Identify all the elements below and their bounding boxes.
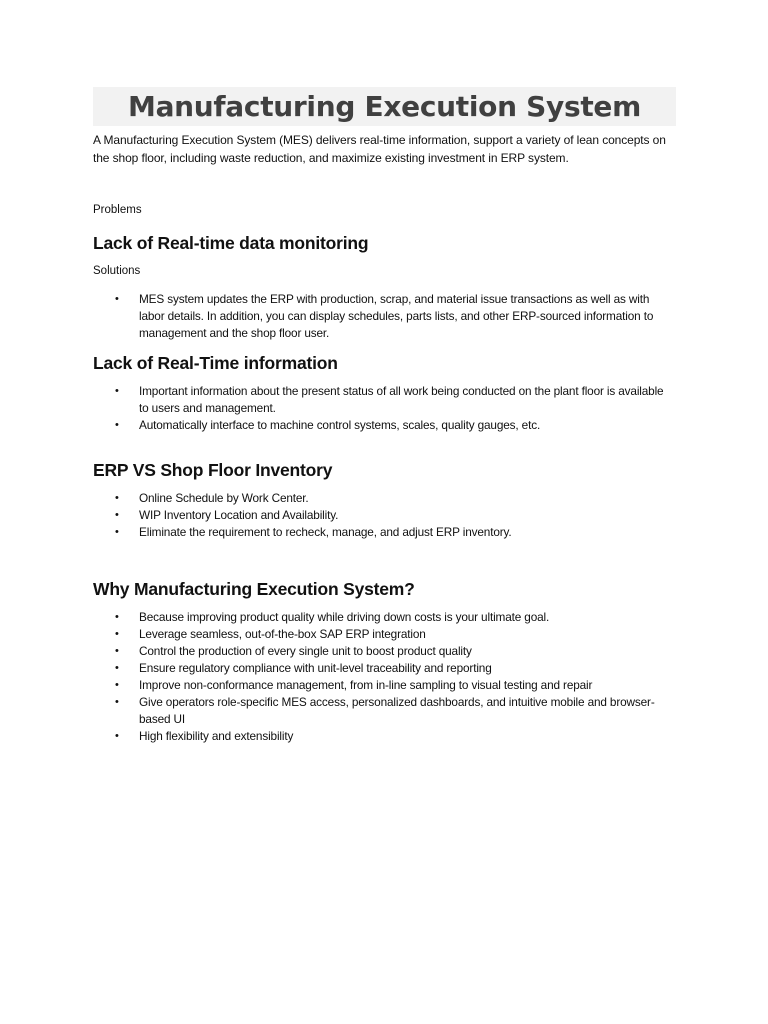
bullet-icon: • [115,385,119,397]
heading-inventory: ERP VS Shop Floor Inventory [93,460,333,480]
list-realtime-information [93,383,673,434]
list-item: • High flexibility and extensibility [115,729,294,743]
document-body [93,131,673,745]
bullet-icon: • [115,730,119,742]
intro-paragraph: A Manufacturing Execution System (MES) delivers real-time information, support a variety of lean concepts on the shop floor, including waste reduction, and maximize existing investment in ERP system. [93,133,666,165]
list-item: • Important information about the present status of all work being conducted on the plant floor is available to users and management. [115,384,664,415]
bullet-icon: • [115,293,119,305]
bullet-icon: • [115,628,119,640]
bullet-icon: • [115,679,119,691]
list-why-mes [93,609,673,745]
list-inventory [93,490,673,541]
list-item: • Improve non-conformance management, from in-line sampling to visual testing and repair [115,678,593,692]
heading-realtime-information: Lack of Real-Time information [93,353,338,373]
solutions-label: Solutions [93,265,141,277]
bullet-icon: • [115,526,119,538]
heading-realtime-monitoring: Lack of Real-time data monitoring [93,233,369,253]
problems-label: Problems [93,204,142,216]
list-item: • Automatically interface to machine control systems, scales, quality gauges, etc. [115,418,541,432]
list-item: • Control the production of every single unit to boost product quality [115,644,472,658]
bullet-icon: • [115,419,119,431]
heading-why-mes: Why Manufacturing Execution System? [93,579,415,599]
bullet-icon: • [115,611,119,623]
page-title: Manufacturing Execution System [128,90,641,123]
bullet-icon: • [115,509,119,521]
list-item: • Online Schedule by Work Center. [115,491,309,505]
list-realtime-monitoring [93,291,673,342]
list-item: • Ensure regulatory compliance with unit-level traceability and reporting [115,661,492,675]
list-item: • MES system updates the ERP with production, scrap, and material issue transactions as well as with labor details. In addition, you can display schedules, parts lists, and other ERP-sourced information to management and the shop floor user. [115,292,654,340]
bullet-icon: • [115,492,119,504]
list-item: • WIP Inventory Location and Availability. [115,508,339,522]
bullet-icon: • [115,696,119,708]
list-item: • Give operators role-specific MES access, personalized dashboards, and intuitive mobile and browser-based UI [115,695,655,726]
bullet-icon: • [115,645,119,657]
list-item: • Because improving product quality while driving down costs is your ultimate goal. [115,610,550,624]
bullet-icon: • [115,662,119,674]
list-item: • Eliminate the requirement to recheck, manage, and adjust ERP inventory. [115,525,512,539]
list-item: • Leverage seamless, out-of-the-box SAP ERP integration [115,627,426,641]
